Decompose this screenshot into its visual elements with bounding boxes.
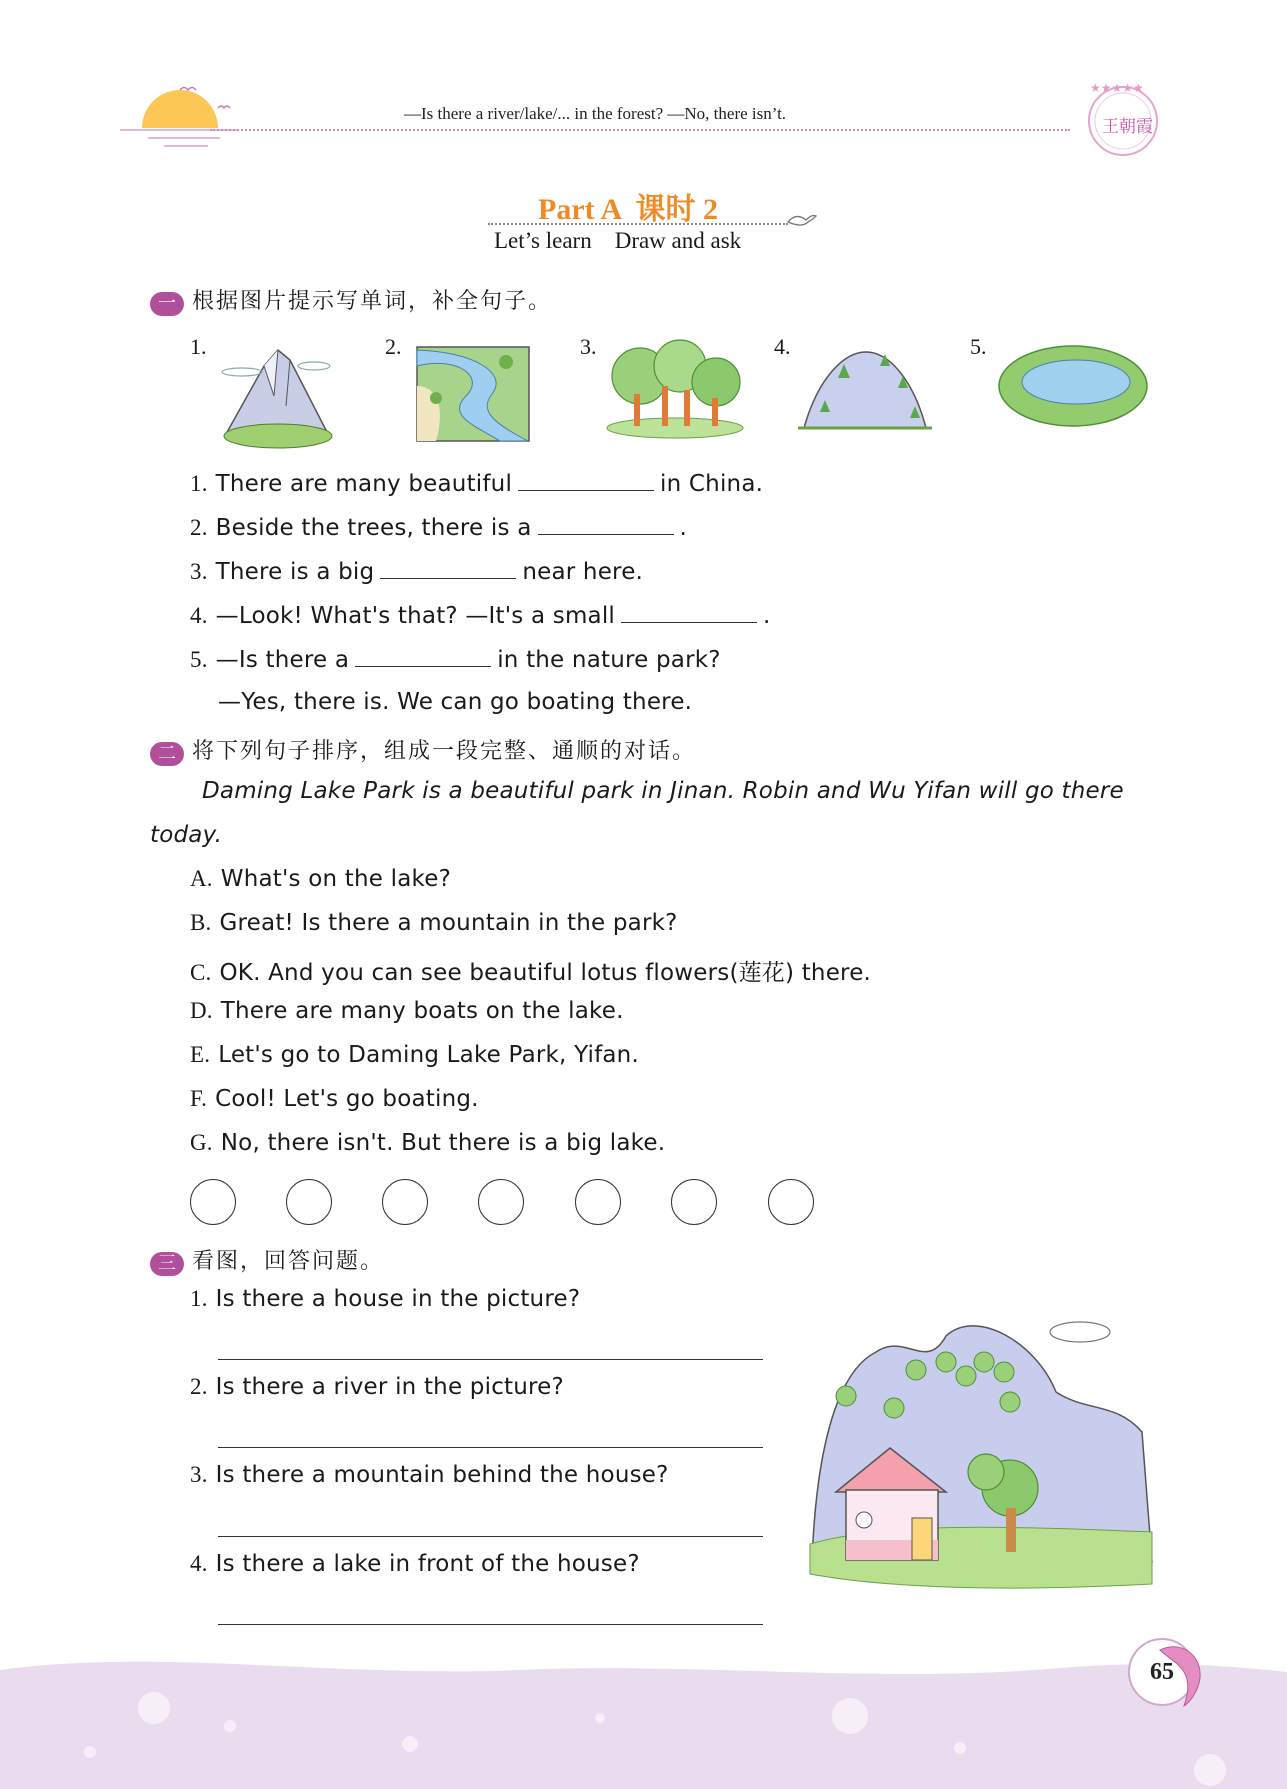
question-number: 4. bbox=[190, 1551, 208, 1576]
lesson-subtitle: Let’s learn Draw and ask bbox=[494, 228, 742, 253]
sentence-after: in China. bbox=[660, 471, 764, 497]
answer-blank[interactable] bbox=[380, 556, 516, 579]
svg-text:★★★★★: ★★★★★ bbox=[1090, 81, 1144, 95]
section-badge: 三 bbox=[150, 1252, 184, 1276]
question-number: 3. bbox=[190, 1462, 208, 1487]
order-answer-circle[interactable] bbox=[382, 1179, 428, 1225]
option-item bbox=[190, 1086, 479, 1112]
fill-sentence bbox=[190, 600, 771, 629]
option-text: There are many boats on the lake. bbox=[220, 998, 624, 1024]
option-item bbox=[190, 1042, 639, 1068]
answer-line[interactable] bbox=[218, 1359, 763, 1360]
sentence-number: 2. bbox=[190, 515, 208, 540]
option-letter: G. bbox=[190, 1130, 213, 1155]
sentence-number: 1. bbox=[190, 471, 208, 496]
question-text: Is there a house in the picture? bbox=[215, 1286, 581, 1312]
question-item bbox=[190, 1551, 640, 1577]
option-letter: D. bbox=[190, 998, 213, 1023]
option-letter: F. bbox=[190, 1086, 208, 1111]
fill-sentence bbox=[190, 512, 687, 541]
publisher-logo bbox=[1082, 76, 1164, 158]
order-answer-circle[interactable] bbox=[575, 1179, 621, 1225]
answer-line[interactable] bbox=[218, 1536, 763, 1537]
hill-image bbox=[798, 338, 932, 434]
option-text: Let's go to Daming Lake Park, Yifan. bbox=[218, 1042, 639, 1068]
order-answer-circle[interactable] bbox=[286, 1179, 332, 1225]
sentence-number: 3. bbox=[190, 559, 208, 584]
sentence-before: There are many beautiful bbox=[215, 471, 513, 497]
option-text: No, there isn't. But there is a big lake. bbox=[220, 1130, 666, 1156]
question-text: Is there a mountain behind the house? bbox=[215, 1462, 669, 1488]
answer-blank[interactable] bbox=[355, 644, 491, 667]
sentence-before: Beside the trees, there is a bbox=[215, 515, 532, 541]
lesson-title: Part A 课时 2 bbox=[538, 193, 718, 226]
answer-line[interactable] bbox=[218, 1447, 763, 1448]
option-text: Great! Is there a mountain in the park? bbox=[219, 910, 678, 936]
option-text: OK. And you can see beautiful lotus flowers(莲花) there. bbox=[219, 960, 872, 986]
title-dotted-rule bbox=[488, 223, 788, 225]
question-text: Is there a lake in front of the house? bbox=[215, 1551, 640, 1577]
sentence-before: There is a big bbox=[215, 559, 375, 585]
option-item bbox=[190, 998, 624, 1024]
house-scene-image bbox=[806, 1312, 1156, 1592]
page-number: 65 bbox=[1150, 1659, 1174, 1685]
picture-label: 2. bbox=[385, 334, 402, 359]
order-answer-circle[interactable] bbox=[190, 1179, 236, 1225]
option-item bbox=[190, 910, 678, 936]
sentence-after: near here. bbox=[522, 559, 644, 585]
section-badge: 二 bbox=[150, 742, 184, 766]
logo-text: 王朝霞 bbox=[1102, 117, 1153, 137]
question-text: Is there a river in the picture? bbox=[215, 1374, 564, 1400]
mountain-image bbox=[216, 336, 338, 454]
option-letter: C. bbox=[190, 960, 212, 985]
section2-instruction: 将下列句子排序，组成一段完整、通顺的对话。 bbox=[192, 739, 697, 764]
fill-sentence bbox=[190, 556, 643, 585]
sentence-number: 4. bbox=[190, 603, 208, 628]
sentence-before: —Look! What's that? —It's a small bbox=[215, 603, 616, 629]
intro-line: Daming Lake Park is a beautiful park in Jinan. Robin and Wu Yifan will go there bbox=[202, 778, 1124, 804]
fill-sentence bbox=[190, 468, 763, 497]
sentence-after: . bbox=[679, 515, 688, 541]
question-item bbox=[190, 1374, 564, 1400]
order-answer-circle[interactable] bbox=[768, 1179, 814, 1225]
picture-label: 4. bbox=[774, 334, 791, 359]
section2-header bbox=[150, 734, 696, 766]
option-item bbox=[190, 954, 871, 987]
order-answer-circle[interactable] bbox=[478, 1179, 524, 1225]
fill-sentence bbox=[190, 644, 721, 673]
answer-line[interactable] bbox=[218, 1624, 763, 1625]
footer-wave-background bbox=[0, 1648, 1287, 1789]
sentence5-reply: —Yes, there is. We can go boating there. bbox=[218, 689, 693, 715]
option-item bbox=[190, 866, 451, 892]
answer-blank[interactable] bbox=[538, 512, 674, 535]
picture-label: 5. bbox=[970, 334, 987, 359]
picture-label: 3. bbox=[580, 334, 597, 359]
forest-image bbox=[604, 336, 746, 440]
section1-header bbox=[150, 284, 552, 316]
picture-label: 1. bbox=[190, 334, 207, 359]
answer-blank[interactable] bbox=[518, 468, 654, 491]
answer-blank[interactable] bbox=[621, 600, 757, 623]
bird-icon bbox=[786, 210, 818, 232]
sentence-number: 5. bbox=[190, 647, 208, 672]
sentence-before: —Is there a bbox=[215, 647, 350, 673]
option-text: Cool! Let's go boating. bbox=[215, 1086, 479, 1112]
section1-instruction: 根据图片提示写单词，补全句子。 bbox=[192, 289, 553, 314]
section3-header bbox=[150, 1244, 384, 1276]
intro-line: today. bbox=[150, 822, 223, 848]
question-number: 2. bbox=[190, 1374, 208, 1399]
header-dotted-rule bbox=[210, 129, 1070, 131]
option-item bbox=[190, 1130, 665, 1156]
option-letter: A. bbox=[190, 866, 213, 891]
question-number: 1. bbox=[190, 1286, 208, 1311]
river-image bbox=[416, 346, 530, 442]
header-tagline: —Is there a river/lake/... in the forest? —No, there isn’t. bbox=[404, 104, 787, 123]
sentence-after: . bbox=[763, 603, 771, 629]
lake-image bbox=[996, 338, 1150, 430]
order-answer-circle[interactable] bbox=[671, 1179, 717, 1225]
section-badge: 一 bbox=[150, 292, 184, 316]
sentence-after: in the nature park? bbox=[497, 647, 721, 673]
option-text: What's on the lake? bbox=[220, 866, 451, 892]
question-item bbox=[190, 1286, 580, 1312]
question-item bbox=[190, 1462, 669, 1488]
option-letter: E. bbox=[190, 1042, 211, 1067]
option-letter: B. bbox=[190, 910, 212, 935]
sun-icon bbox=[120, 78, 240, 153]
section3-instruction: 看图，回答问题。 bbox=[192, 1249, 385, 1274]
dolphin-icon bbox=[1150, 1640, 1210, 1710]
